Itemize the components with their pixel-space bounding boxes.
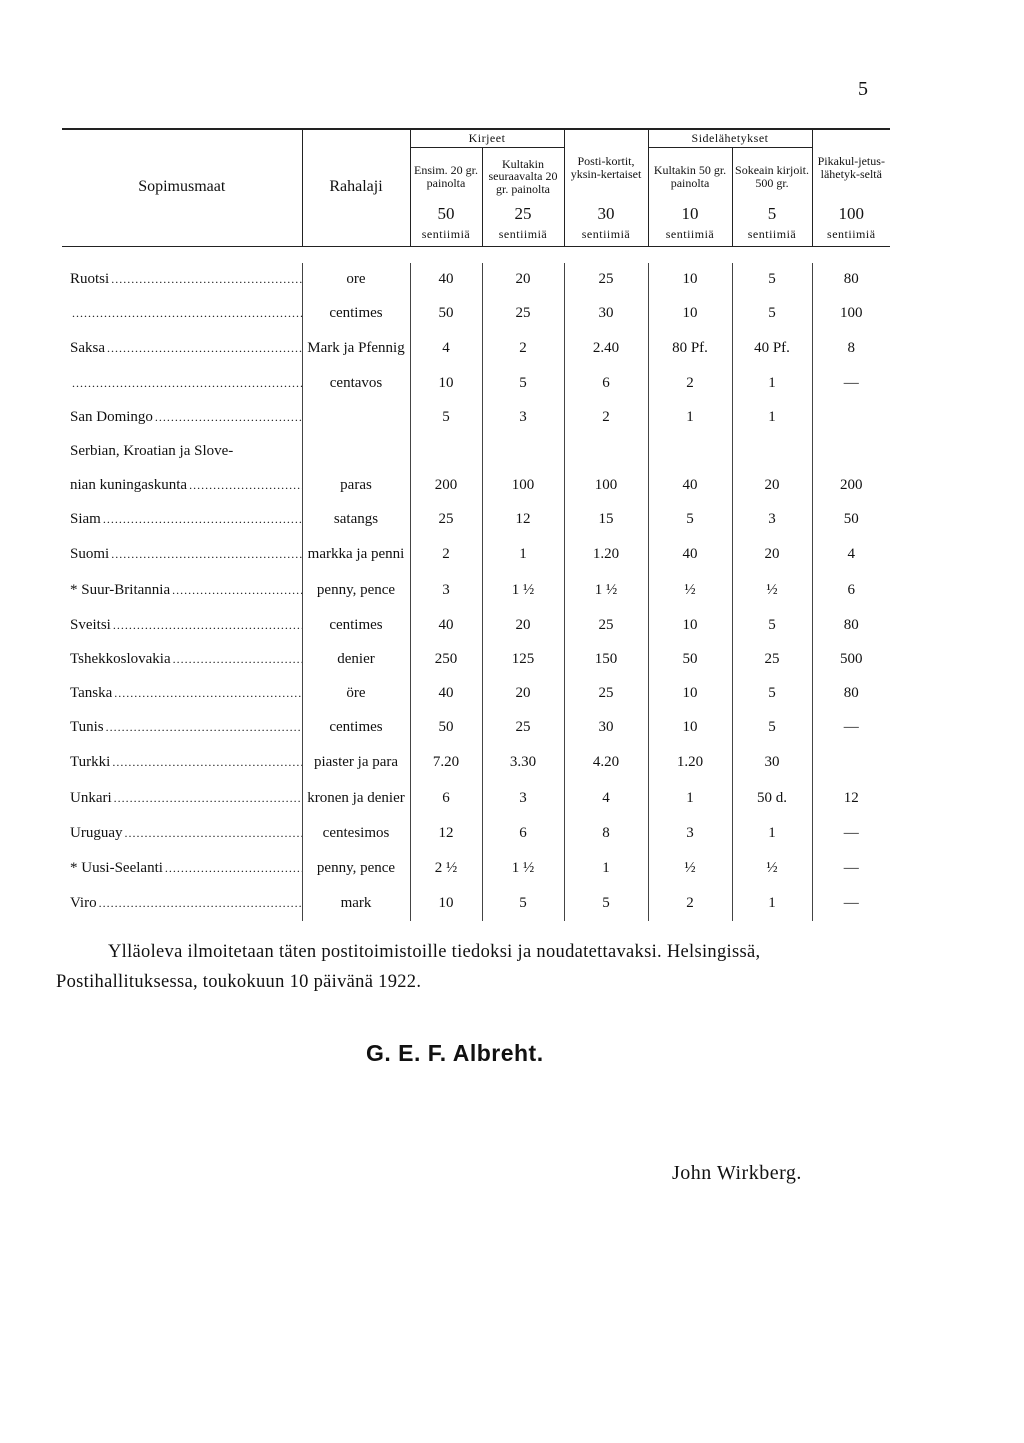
rate-cell: 3 bbox=[410, 573, 482, 609]
rate-cell: — bbox=[812, 367, 890, 401]
rate-cell: 5 bbox=[482, 887, 564, 921]
table-row bbox=[62, 677, 890, 711]
country-name: Tunis bbox=[70, 719, 104, 736]
country-cell bbox=[62, 677, 302, 711]
table-row bbox=[62, 297, 890, 331]
country-name: Sveitsi bbox=[70, 617, 111, 634]
rate-cell: 10 bbox=[648, 677, 732, 711]
rate-cell: 2 bbox=[648, 887, 732, 921]
leader-dots bbox=[72, 375, 302, 391]
currency-cell: centesimos bbox=[302, 817, 410, 851]
table-body bbox=[62, 263, 890, 921]
rate-cell: 10 bbox=[648, 711, 732, 745]
header-col-postcards: Posti-kortit, yksin-kertaiset bbox=[564, 129, 648, 202]
rate-cell: 5 bbox=[732, 609, 812, 643]
country-cell bbox=[62, 711, 302, 745]
rate-cell: 250 bbox=[410, 643, 482, 677]
currency-cell: centimes bbox=[302, 297, 410, 331]
header-currency: Rahalaji bbox=[302, 129, 410, 246]
country-name: nian kuningaskunta bbox=[70, 477, 188, 494]
header-group-letters: Kirjeet bbox=[410, 129, 564, 147]
rate-cell: 25 bbox=[564, 263, 648, 297]
rate-cell: 2.40 bbox=[564, 331, 648, 367]
rate-cell bbox=[564, 435, 648, 469]
rate-cell: 2 bbox=[648, 367, 732, 401]
leader-dots bbox=[125, 825, 303, 841]
rate-cell: 12 bbox=[812, 781, 890, 817]
table-row bbox=[62, 573, 890, 609]
rate-cell: 25 bbox=[410, 503, 482, 537]
table-row bbox=[62, 643, 890, 677]
rate-cell: 20 bbox=[482, 263, 564, 297]
rate-cell: 5 bbox=[648, 503, 732, 537]
country-cell bbox=[62, 609, 302, 643]
rate-cell: 3.30 bbox=[482, 745, 564, 781]
rate-cell: 30 bbox=[564, 711, 648, 745]
header-col-per-50g: Kultakin 50 gr. painolta bbox=[648, 147, 732, 202]
rate-cell: 25 bbox=[732, 643, 812, 677]
country-cell bbox=[62, 573, 302, 609]
rate-cell: ½ bbox=[732, 851, 812, 887]
rate-cell bbox=[812, 745, 890, 781]
country-cell bbox=[62, 297, 302, 331]
rate-cell: 1 bbox=[648, 781, 732, 817]
header-amount: 5 bbox=[732, 202, 812, 225]
rate-cell: 30 bbox=[732, 745, 812, 781]
country-cell bbox=[62, 469, 302, 503]
rate-cell: 1 bbox=[564, 851, 648, 887]
rate-cell: 12 bbox=[482, 503, 564, 537]
table-row bbox=[62, 817, 890, 851]
rate-cell: 15 bbox=[564, 503, 648, 537]
country-name: Tshekkoslovakia bbox=[70, 651, 171, 668]
currency-cell: centimes bbox=[302, 609, 410, 643]
header-unit: sentiimiä bbox=[564, 225, 648, 247]
rate-cell: 2 bbox=[482, 331, 564, 367]
rate-cell: 50 bbox=[410, 711, 482, 745]
currency-cell: markka ja penni bbox=[302, 537, 410, 573]
postage-rate-table-wrapper bbox=[62, 128, 890, 921]
currency-cell: ore bbox=[302, 263, 410, 297]
leader-dots bbox=[111, 546, 302, 562]
country-cell bbox=[62, 367, 302, 401]
rate-cell: 50 d. bbox=[732, 781, 812, 817]
rate-cell: 2 bbox=[564, 401, 648, 435]
country-name: Suomi bbox=[70, 546, 110, 563]
rate-cell: 10 bbox=[648, 609, 732, 643]
header-countries: Sopimusmaat bbox=[138, 178, 226, 196]
country-cell bbox=[62, 435, 302, 469]
rate-cell: 40 bbox=[648, 469, 732, 503]
table-row bbox=[62, 711, 890, 745]
rate-cell: 50 bbox=[648, 643, 732, 677]
table-row bbox=[62, 331, 890, 367]
rate-cell: 1 bbox=[482, 537, 564, 573]
leader-dots bbox=[172, 582, 302, 598]
rate-cell: 25 bbox=[564, 609, 648, 643]
table-row bbox=[62, 401, 890, 435]
rate-cell: 4.20 bbox=[564, 745, 648, 781]
rate-cell: 40 bbox=[648, 537, 732, 573]
leader-dots bbox=[155, 409, 302, 425]
header-unit: sentiimiä bbox=[648, 225, 732, 247]
header-unit: sentiimiä bbox=[482, 225, 564, 247]
rate-cell: 5 bbox=[732, 297, 812, 331]
rate-cell: — bbox=[812, 887, 890, 921]
leader-dots bbox=[106, 719, 302, 735]
rate-cell: 150 bbox=[564, 643, 648, 677]
rate-cell: 4 bbox=[564, 781, 648, 817]
rate-cell bbox=[812, 435, 890, 469]
header-group-printed: Sidelähetykset bbox=[648, 129, 812, 147]
rate-cell: 1.20 bbox=[648, 745, 732, 781]
leader-dots bbox=[103, 511, 302, 527]
country-cell bbox=[62, 817, 302, 851]
leader-dots bbox=[111, 271, 302, 287]
table-row bbox=[62, 263, 890, 297]
table-row bbox=[62, 469, 890, 503]
rate-cell: 1 bbox=[732, 817, 812, 851]
rate-cell: 1 ½ bbox=[564, 573, 648, 609]
header-col-next-20g: Kultakin seuraavalta 20 gr. painolta bbox=[482, 147, 564, 202]
header-col-first-20g: Ensim. 20 gr. painolta bbox=[410, 147, 482, 202]
header-amount: 10 bbox=[648, 202, 732, 225]
rate-cell: 1.20 bbox=[564, 537, 648, 573]
rate-cell: 200 bbox=[812, 469, 890, 503]
rate-cell: — bbox=[812, 817, 890, 851]
table-row bbox=[62, 367, 890, 401]
currency-cell: centimes bbox=[302, 711, 410, 745]
table-row bbox=[62, 435, 890, 469]
leader-dots bbox=[107, 340, 302, 356]
country-name: Tanska bbox=[70, 685, 113, 702]
rate-cell: 5 bbox=[732, 263, 812, 297]
leader-dots bbox=[99, 895, 302, 911]
currency-cell: piaster ja para bbox=[302, 745, 410, 781]
header-unit: sentiimiä bbox=[812, 225, 890, 247]
rate-cell: 7.20 bbox=[410, 745, 482, 781]
rate-cell: — bbox=[812, 711, 890, 745]
rate-cell: 30 bbox=[564, 297, 648, 331]
rate-cell: 2 bbox=[410, 537, 482, 573]
rate-cell: 1 bbox=[732, 367, 812, 401]
postage-rate-table bbox=[62, 128, 890, 921]
rate-cell: 200 bbox=[410, 469, 482, 503]
rate-cell: ½ bbox=[648, 851, 732, 887]
signature-wirkberg: John Wirkberg. bbox=[672, 1162, 802, 1184]
country-cell bbox=[62, 331, 302, 367]
header-amount: 50 bbox=[410, 202, 482, 225]
rate-cell bbox=[482, 435, 564, 469]
currency-cell bbox=[302, 401, 410, 435]
rate-cell: 5 bbox=[732, 677, 812, 711]
rate-cell: 10 bbox=[410, 887, 482, 921]
country-cell bbox=[62, 851, 302, 887]
rate-cell: 40 Pf. bbox=[732, 331, 812, 367]
rate-cell: 20 bbox=[482, 677, 564, 711]
rate-cell bbox=[648, 435, 732, 469]
country-cell bbox=[62, 781, 302, 817]
rate-cell: 10 bbox=[648, 263, 732, 297]
leader-dots bbox=[114, 790, 302, 806]
leader-dots bbox=[165, 860, 302, 876]
rate-cell: 20 bbox=[732, 469, 812, 503]
rate-cell: 50 bbox=[812, 503, 890, 537]
header-amount: 30 bbox=[564, 202, 648, 225]
leader-dots bbox=[112, 754, 302, 770]
currency-cell: satangs bbox=[302, 503, 410, 537]
country-cell bbox=[62, 263, 302, 297]
leader-dots bbox=[173, 651, 302, 667]
rate-cell: 25 bbox=[564, 677, 648, 711]
rate-cell: — bbox=[812, 851, 890, 887]
rate-cell: 40 bbox=[410, 263, 482, 297]
rate-cell: 1 ½ bbox=[482, 851, 564, 887]
header-unit: sentiimiä bbox=[410, 225, 482, 247]
rate-cell: ½ bbox=[648, 573, 732, 609]
table-row bbox=[62, 851, 890, 887]
country-name: San Domingo bbox=[70, 409, 153, 426]
rate-cell: 20 bbox=[732, 537, 812, 573]
country-cell bbox=[62, 745, 302, 781]
table-row bbox=[62, 537, 890, 573]
rate-cell bbox=[732, 435, 812, 469]
currency-cell bbox=[302, 435, 410, 469]
rate-cell: 5 bbox=[482, 367, 564, 401]
rate-cell: 1 bbox=[732, 401, 812, 435]
rate-cell: 1 bbox=[732, 887, 812, 921]
country-name: Siam bbox=[70, 511, 101, 528]
currency-cell: öre bbox=[302, 677, 410, 711]
rate-cell: ½ bbox=[732, 573, 812, 609]
rate-cell: 100 bbox=[482, 469, 564, 503]
country-cell bbox=[62, 887, 302, 921]
rate-cell: 5 bbox=[732, 711, 812, 745]
rate-cell: 1 ½ bbox=[482, 573, 564, 609]
rate-cell: 6 bbox=[410, 781, 482, 817]
country-name: * Uusi-Seelanti bbox=[70, 860, 163, 877]
table-row bbox=[62, 503, 890, 537]
rate-cell: 500 bbox=[812, 643, 890, 677]
rate-cell: 25 bbox=[482, 297, 564, 331]
currency-cell: mark bbox=[302, 887, 410, 921]
leader-dots bbox=[189, 477, 302, 493]
leader-dots bbox=[72, 305, 302, 321]
leader-dots bbox=[113, 617, 302, 633]
country-cell bbox=[62, 643, 302, 677]
header-amount: 100 bbox=[812, 202, 890, 225]
country-name: * Suur-Britannia bbox=[70, 582, 171, 599]
rate-cell: 125 bbox=[482, 643, 564, 677]
country-name: Ruotsi bbox=[70, 271, 110, 288]
rate-cell: 100 bbox=[564, 469, 648, 503]
country-name: Unkari bbox=[70, 790, 112, 807]
rate-cell: 80 Pf. bbox=[648, 331, 732, 367]
rate-cell bbox=[812, 401, 890, 435]
country-name: Saksa bbox=[70, 340, 105, 357]
rate-cell: 6 bbox=[564, 367, 648, 401]
header-amount: 25 bbox=[482, 202, 564, 225]
leader-dots bbox=[114, 685, 302, 701]
currency-cell: Mark ja Pfennig bbox=[302, 331, 410, 367]
table-header bbox=[62, 129, 890, 263]
rate-cell: 80 bbox=[812, 609, 890, 643]
rate-cell: 3 bbox=[482, 781, 564, 817]
page-number: 5 bbox=[858, 78, 868, 100]
rate-cell: 3 bbox=[732, 503, 812, 537]
rate-cell: 2 ½ bbox=[410, 851, 482, 887]
currency-cell: penny, pence bbox=[302, 851, 410, 887]
country-name: Turkki bbox=[70, 754, 111, 771]
rate-cell: 4 bbox=[410, 331, 482, 367]
rate-cell: 100 bbox=[812, 297, 890, 331]
rate-cell: 8 bbox=[812, 331, 890, 367]
rate-cell: 40 bbox=[410, 677, 482, 711]
currency-cell: penny, pence bbox=[302, 573, 410, 609]
rate-cell: 50 bbox=[410, 297, 482, 331]
rate-cell: 5 bbox=[564, 887, 648, 921]
rate-cell: 80 bbox=[812, 677, 890, 711]
rate-cell: 10 bbox=[648, 297, 732, 331]
table-row bbox=[62, 609, 890, 643]
currency-cell: paras bbox=[302, 469, 410, 503]
header-col-express: Pikakul-jetus-lähetyk-seltä bbox=[812, 129, 890, 202]
table-row bbox=[62, 781, 890, 817]
currency-cell: centavos bbox=[302, 367, 410, 401]
table-row bbox=[62, 887, 890, 921]
rate-cell: 80 bbox=[812, 263, 890, 297]
currency-cell: denier bbox=[302, 643, 410, 677]
rate-cell: 6 bbox=[482, 817, 564, 851]
rate-cell: 3 bbox=[648, 817, 732, 851]
country-name: Serbian, Kroatian ja Slove- bbox=[70, 443, 234, 460]
country-name: Viro bbox=[70, 895, 97, 912]
rate-cell: 12 bbox=[410, 817, 482, 851]
rate-cell: 8 bbox=[564, 817, 648, 851]
country-cell bbox=[62, 503, 302, 537]
rate-cell: 5 bbox=[410, 401, 482, 435]
header-unit: sentiimiä bbox=[732, 225, 812, 247]
rate-cell: 40 bbox=[410, 609, 482, 643]
country-name: Uruguay bbox=[70, 825, 123, 842]
notice-paragraph: Ylläoleva ilmoitetaan täten postitoimistoille tiedoksi ja noudatettavaksi. Helsingissä, Postihallituksessa, toukokuun 10 päivänä 1922. bbox=[56, 942, 761, 992]
country-cell bbox=[62, 537, 302, 573]
country-cell bbox=[62, 401, 302, 435]
rate-cell: 25 bbox=[482, 711, 564, 745]
currency-cell: kronen ja denier bbox=[302, 781, 410, 817]
rate-cell: 1 bbox=[648, 401, 732, 435]
rate-cell bbox=[410, 435, 482, 469]
rate-cell: 6 bbox=[812, 573, 890, 609]
signature-albreht: G. E. F. Albreht. bbox=[366, 1040, 544, 1066]
rate-cell: 20 bbox=[482, 609, 564, 643]
rate-cell: 3 bbox=[482, 401, 564, 435]
table-row bbox=[62, 745, 890, 781]
rate-cell: 10 bbox=[410, 367, 482, 401]
header-col-braille: Sokeain kirjoit. 500 gr. bbox=[732, 147, 812, 202]
rate-cell: 4 bbox=[812, 537, 890, 573]
